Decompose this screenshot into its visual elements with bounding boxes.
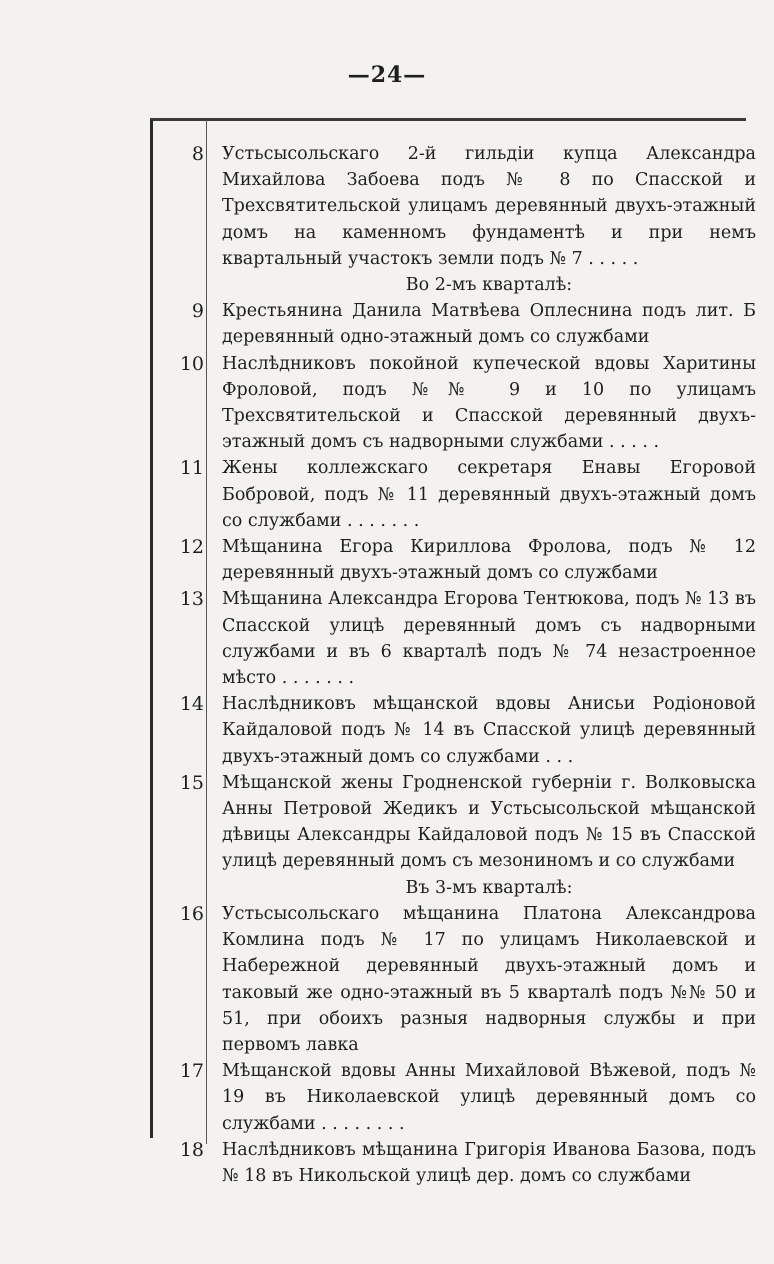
entry-text: Наслѣдниковъ мѣщанина Григорія Иванова Базова, подъ № 18 въ Никольской улицѣ дер. домъ со службами bbox=[222, 1139, 756, 1186]
entry-text: Мѣщанской вдовы Анны Михайловой Вѣжевой, подъ № 19 въ Николаевской улицѣ деревянный домъ со службами . . . . . . . . bbox=[222, 1061, 756, 1134]
register-entry bbox=[150, 1058, 756, 1137]
entry-text: Устьсысольскаго 2-й гильдіи купца Александра Михайлова Забоева подъ № 8 по Спасской и Трехсвятительской улицамъ деревянный двухъ-этажный домъ на каменномъ фундаментѣ и при немъ квартальный участокъ земли подъ № 7 . . . . . bbox=[222, 144, 756, 269]
entry-number: 18 bbox=[179, 1138, 204, 1161]
entry-number: 13 bbox=[179, 588, 204, 611]
entry-text: Устьсысольскаго мѣщанина Платона Александрова Комлина подъ № 17 по улицамъ Николаевской и Набережной деревянный двухъ-этажный домъ и таковый же одно-этажный въ 5 кварталѣ подъ №№ 50 и 51, при обоихъ разныя надворныя службы и при первомъ лавка bbox=[222, 903, 756, 1055]
quarter-heading bbox=[150, 875, 756, 901]
register-entry bbox=[150, 691, 756, 770]
register-entry bbox=[150, 770, 756, 875]
register-entry bbox=[150, 1137, 756, 1189]
entry-text: Наслѣдниковъ покойной купеческой вдовы Харитины Фроловой, подъ №№ 9 и 10 по улицамъ Трехсвятительской и Спасской деревянный двухъ-этажный домъ съ надворными службами . . . . . bbox=[222, 353, 756, 453]
register-list bbox=[150, 141, 756, 1189]
entry-number: 10 bbox=[179, 352, 204, 375]
top-rule bbox=[150, 118, 746, 121]
page-number: —24— bbox=[347, 62, 427, 88]
entry-number: 17 bbox=[179, 1060, 204, 1083]
register-entry bbox=[150, 141, 756, 272]
entry-number: 14 bbox=[179, 693, 204, 716]
entry-number: 9 bbox=[191, 300, 204, 323]
register-entry bbox=[150, 351, 756, 456]
entry-number: 16 bbox=[179, 902, 204, 925]
entry-number: 15 bbox=[179, 771, 204, 794]
register-entry bbox=[150, 534, 756, 586]
register-entry bbox=[150, 586, 756, 691]
entry-text: Крестьянина Данила Матвѣева Оплеснина подъ лит. Б деревянный одно-этажный домъ со службами bbox=[222, 301, 756, 348]
register-entry bbox=[150, 298, 756, 350]
quarter-heading-text: Въ 3-мъ кварталѣ: bbox=[405, 877, 573, 898]
entry-text: Мѣщанина Егора Кириллова Фролова, подъ № 12 деревянный двухъ-этажный домъ со службами bbox=[222, 537, 756, 584]
entry-text: Жены коллежскаго секретаря Енавы Егоровой Бобровой, подъ № 11 деревянный двухъ-этажный домъ со службами . . . . . . . bbox=[222, 458, 756, 531]
entry-number: 12 bbox=[179, 536, 204, 559]
entry-number: 8 bbox=[191, 143, 204, 165]
entry-text: Мѣщанской жены Гродненской губерніи г. Волковыска Анны Петровой Жедикъ и Устьсысольской мѣщанской дѣвицы Александры Кайдаловой подъ № 15 въ Спасской улицѣ деревянный домъ съ мезониномъ и со службами bbox=[222, 772, 756, 872]
quarter-heading bbox=[150, 272, 756, 298]
register-entry bbox=[150, 901, 756, 1058]
entry-text: Мѣщанина Александра Егорова Тентюкова, подъ № 13 въ Спасской улицѣ деревянный домъ съ надворными службами и въ 6 кварталѣ подъ № 74 незастроенное мѣсто . . . . . . . bbox=[222, 589, 756, 689]
entry-text: Наслѣдниковъ мѣщанской вдовы Анисьи Родіоновой Кайдаловой подъ № 14 въ Спасской улицѣ деревянный двухъ-этажный домъ со службами . . . bbox=[222, 694, 756, 767]
quarter-heading-text: Во 2-мъ кварталѣ: bbox=[405, 275, 573, 296]
entry-number: 11 bbox=[179, 457, 204, 480]
register-entry bbox=[150, 455, 756, 534]
